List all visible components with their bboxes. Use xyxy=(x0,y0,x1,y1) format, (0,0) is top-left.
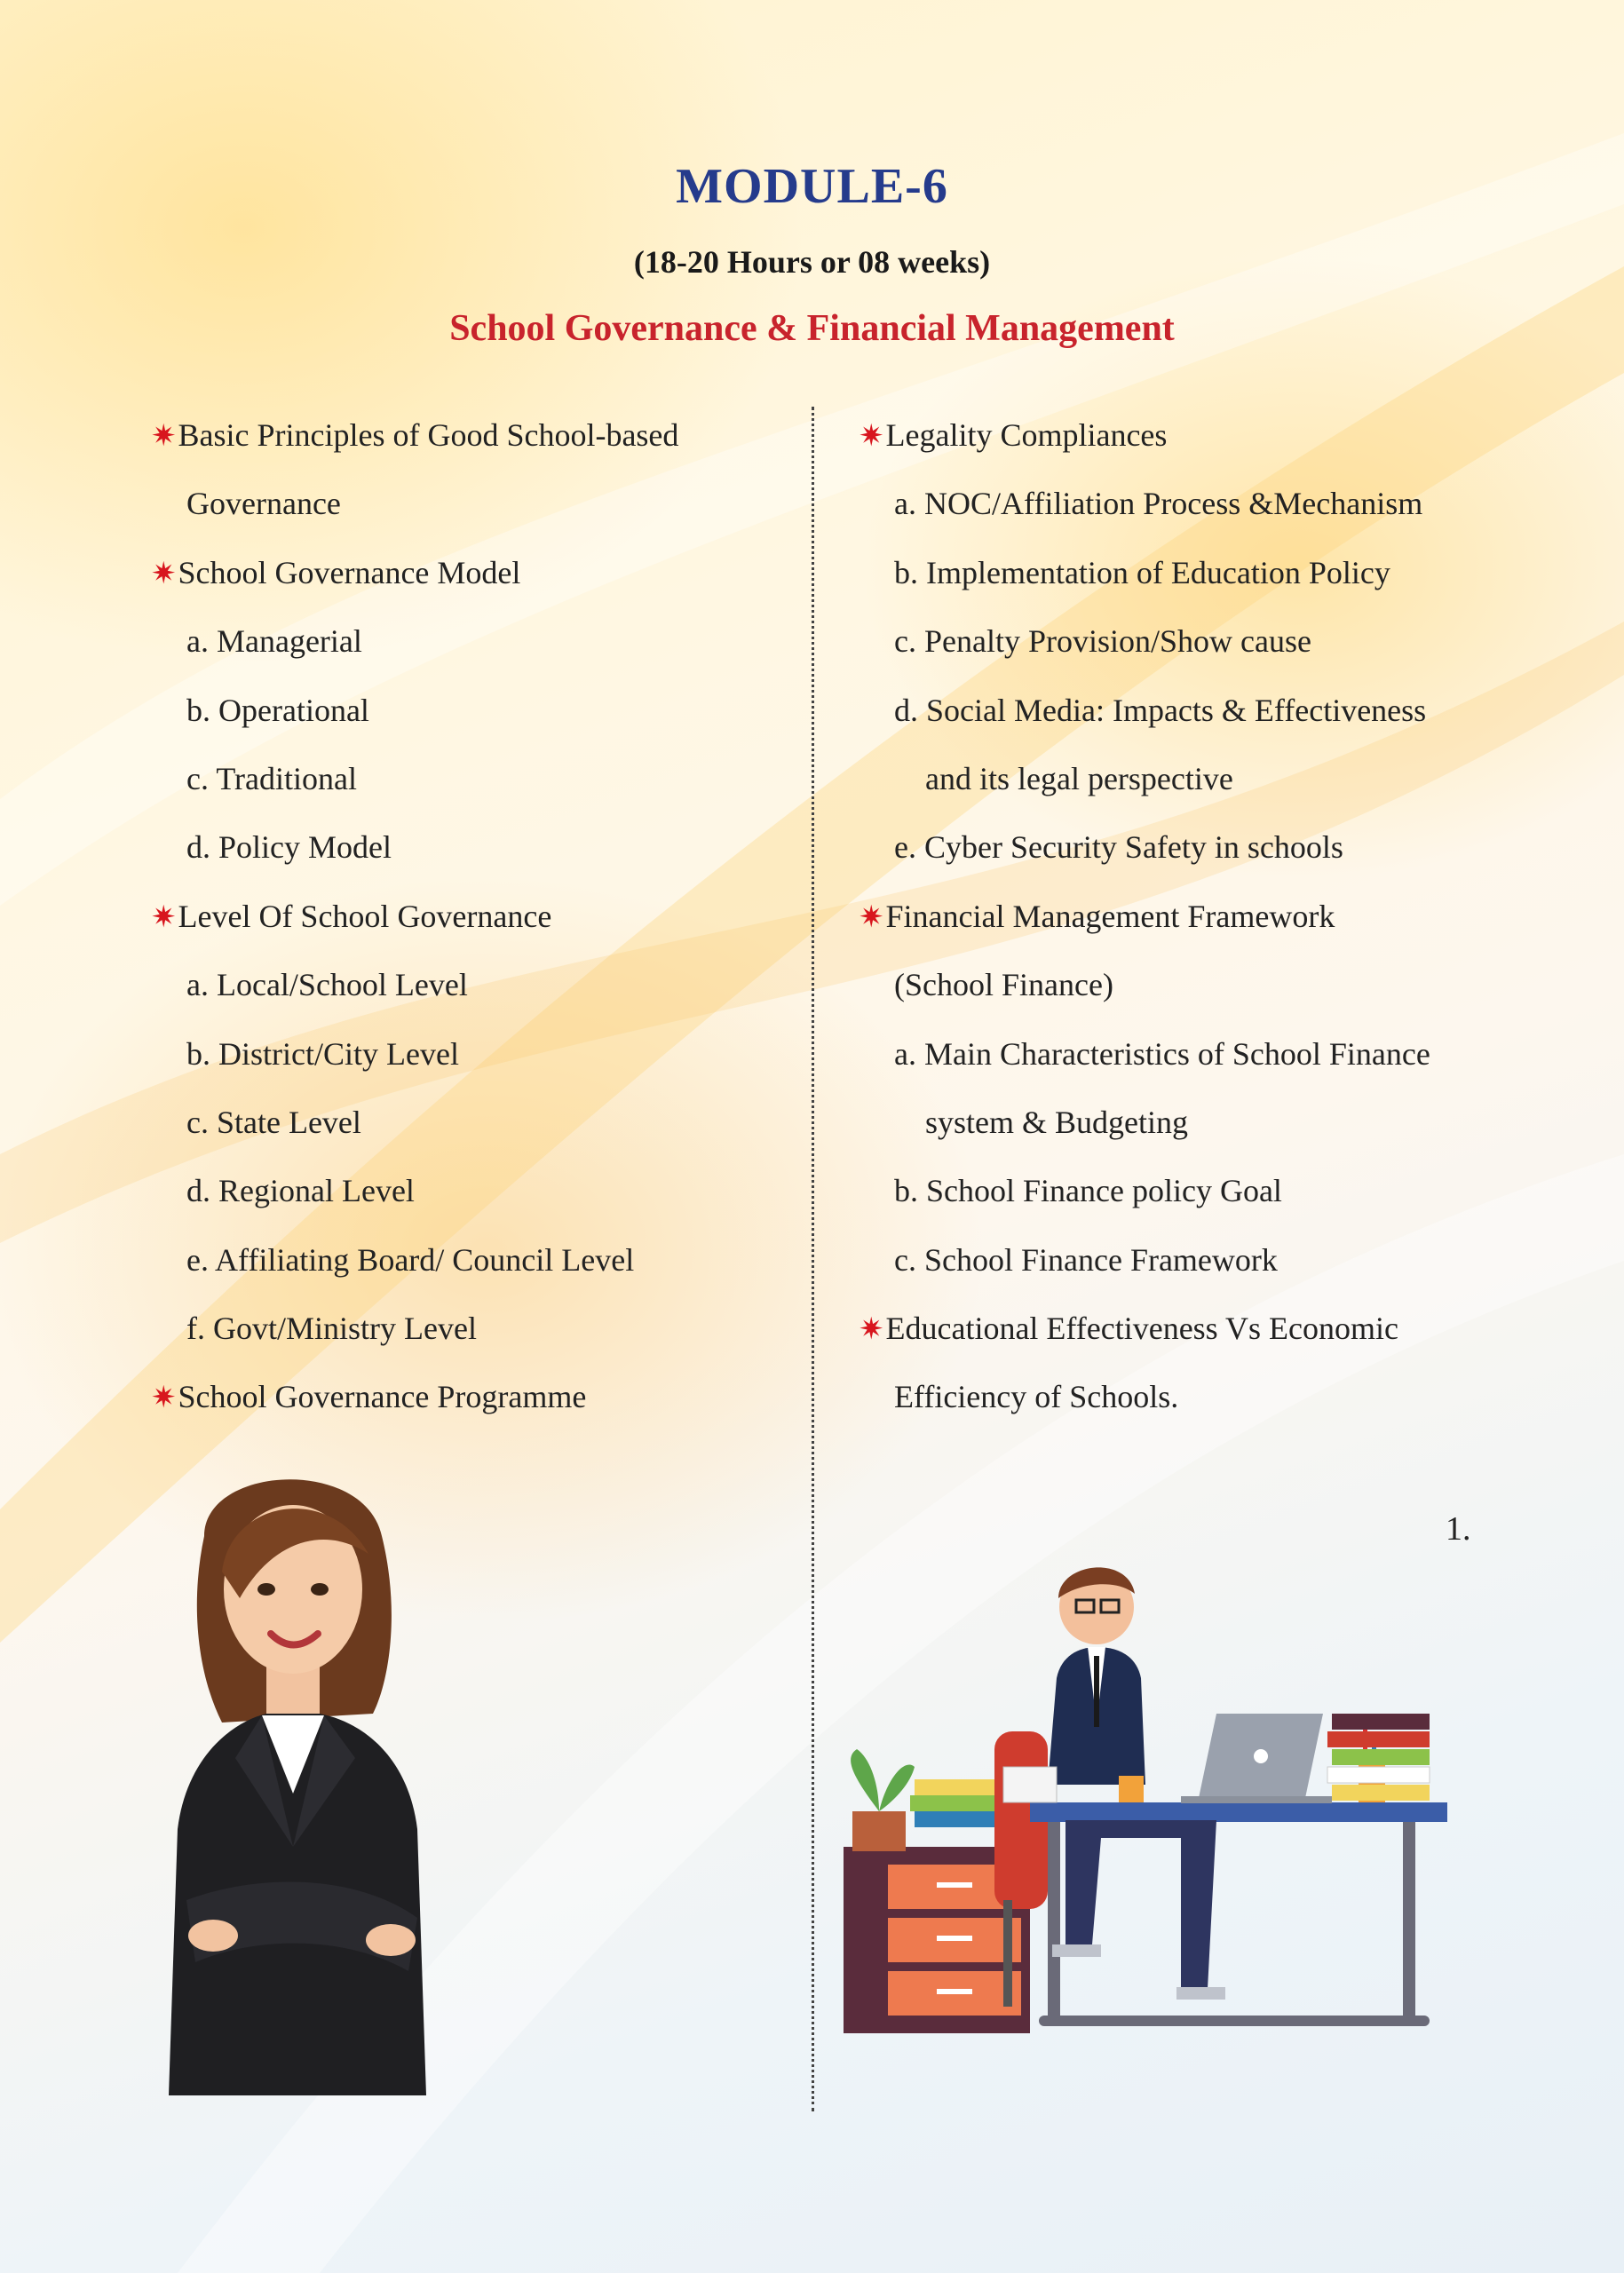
topic-text: Basic Principles of Good School-based xyxy=(178,417,679,453)
topic-item xyxy=(859,475,1587,543)
topic-text: e. Affiliating Board/ Council Level xyxy=(186,1241,635,1278)
topic-item xyxy=(859,750,1587,819)
topic-item xyxy=(859,1368,1587,1437)
topic-item xyxy=(859,544,1587,613)
page-title: MODULE-6 xyxy=(676,159,948,214)
topic-item xyxy=(151,1232,790,1300)
topic-text: School Governance Model xyxy=(178,554,521,590)
topic-text: Governance xyxy=(186,486,341,522)
left-topic-list xyxy=(151,407,790,1437)
topic-item xyxy=(859,1162,1587,1231)
topic-text: d. Regional Level xyxy=(186,1173,415,1209)
topic-text: d. Social Media: Impacts & Effectiveness xyxy=(894,692,1427,728)
star-bullet-icon: ✷ xyxy=(859,1313,884,1347)
topic-text: c. School Finance Framework xyxy=(894,1241,1278,1278)
topic-item xyxy=(151,956,790,1025)
column-divider xyxy=(812,407,814,2111)
topic-item xyxy=(859,1026,1587,1094)
topic-text: system & Budgeting xyxy=(925,1104,1188,1140)
topic-item xyxy=(859,956,1587,1025)
topic-text: and its legal perspective xyxy=(925,760,1233,796)
topic-text: b. Implementation of Education Policy xyxy=(894,554,1390,590)
topic-text: a. Local/School Level xyxy=(186,967,468,1003)
star-bullet-icon: ✷ xyxy=(151,900,177,934)
topic-text: b. School Finance policy Goal xyxy=(894,1173,1282,1209)
topic-item xyxy=(151,613,790,681)
star-bullet-icon: ✷ xyxy=(151,1382,177,1415)
topic-text: (School Finance) xyxy=(894,967,1113,1003)
topic-text: a. NOC/Affiliation Process &Mechanism xyxy=(894,486,1423,522)
topic-item xyxy=(859,682,1587,750)
star-bullet-icon: ✷ xyxy=(859,420,884,453)
topic-text: d. Policy Model xyxy=(186,829,392,866)
topic-text: c. Traditional xyxy=(186,760,358,796)
module-subtitle: School Governance & Financial Management xyxy=(449,308,1175,349)
module-duration: (18-20 Hours or 08 weeks) xyxy=(633,244,991,280)
topic-item xyxy=(859,613,1587,681)
topic-heading xyxy=(859,888,1587,956)
topic-item xyxy=(151,819,790,887)
topic-item xyxy=(151,750,790,819)
star-bullet-icon: ✷ xyxy=(151,420,177,453)
topic-item xyxy=(151,1094,790,1162)
office-worker-illustration xyxy=(826,1545,1474,2042)
topic-heading xyxy=(151,544,790,613)
topic-text: Efficiency of Schools. xyxy=(894,1379,1179,1415)
star-bullet-icon: ✷ xyxy=(859,900,884,934)
topic-item xyxy=(859,819,1587,887)
topic-item xyxy=(151,1300,790,1368)
topic-item xyxy=(151,475,790,543)
topic-text: a. Managerial xyxy=(186,623,362,660)
businesswoman-illustration xyxy=(151,1456,524,2095)
right-topic-list xyxy=(859,407,1587,1437)
topic-text: a. Main Characteristics of School Finance xyxy=(894,1035,1430,1072)
topic-text: Legality Compliances xyxy=(885,417,1168,453)
topic-heading xyxy=(859,407,1587,475)
topic-heading xyxy=(151,407,790,475)
topic-text: Level Of School Governance xyxy=(178,898,552,934)
topic-heading xyxy=(151,1368,790,1437)
topic-text: b. Operational xyxy=(186,692,369,728)
topic-item xyxy=(151,1162,790,1231)
topic-text: School Governance Programme xyxy=(178,1379,587,1415)
topic-item xyxy=(859,1232,1587,1300)
topic-item xyxy=(859,1094,1587,1162)
topic-item xyxy=(151,682,790,750)
topic-text: c. State Level xyxy=(186,1104,361,1140)
topic-text: e. Cyber Security Safety in schools xyxy=(894,829,1343,866)
page-number: 1. xyxy=(1446,1510,1471,1548)
topic-text: c. Penalty Provision/Show cause xyxy=(894,623,1311,660)
topic-text: Financial Management Framework xyxy=(885,898,1335,934)
topic-text: f. Govt/Ministry Level xyxy=(186,1311,477,1347)
topic-text: b. District/City Level xyxy=(186,1035,459,1072)
topic-text: Educational Effectiveness Vs Economic xyxy=(885,1311,1398,1347)
topic-heading xyxy=(151,888,790,956)
topic-heading xyxy=(859,1300,1587,1368)
star-bullet-icon: ✷ xyxy=(151,557,177,590)
topic-item xyxy=(151,1026,790,1094)
